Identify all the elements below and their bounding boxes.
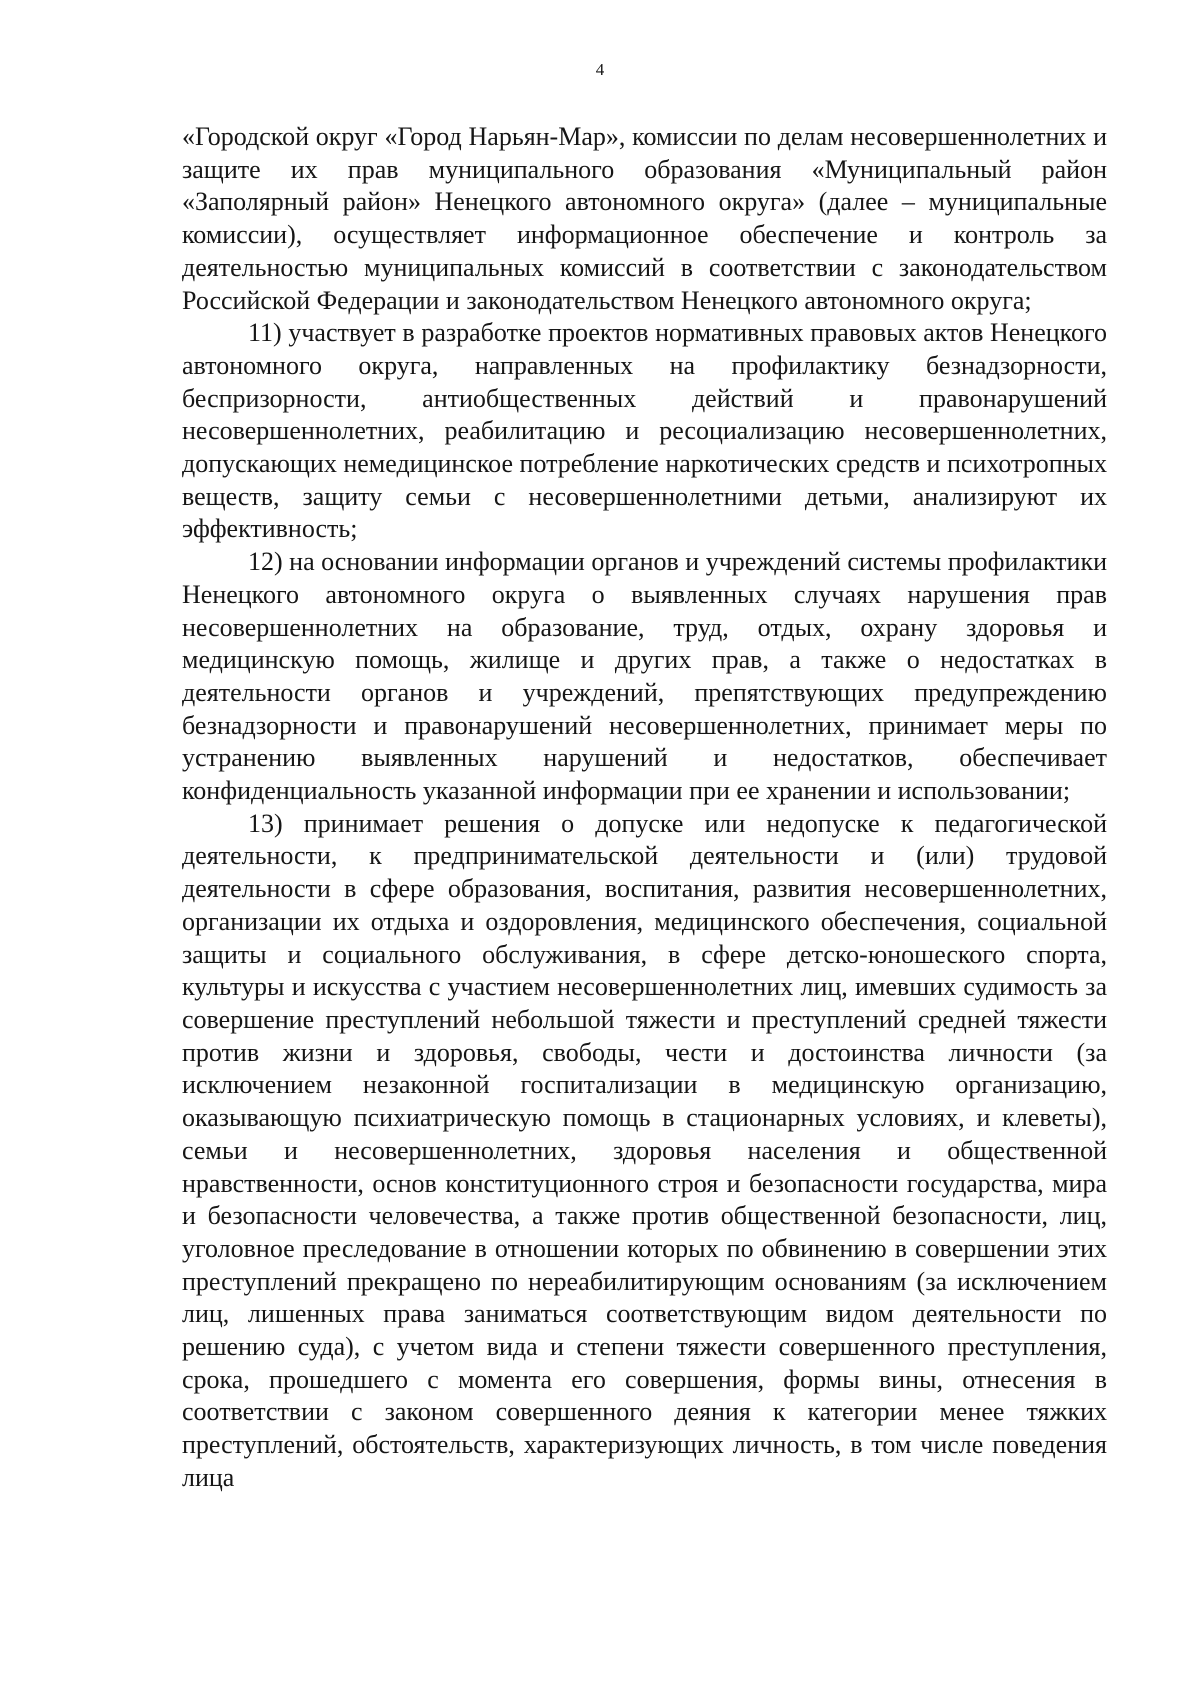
document-body (182, 121, 1107, 1495)
paragraph-item-13: 13) принимает решения о допуске или недопуске к педагогической деятельности, к предпринимательской деятельности и (или) трудовой деятельности в сфере образования, воспитания, развития несовершеннолетних, организации их отдыха и оздоровления, медицинского обеспечения, социальной защиты и социального обслуживания, в сфере детско-юношеского спорта, культуры и искусства с участием несовершеннолетних лиц, имевших судимость за совершение преступлений небольшой тяжести и преступлений средней тяжести против жизни и здоровья, свободы, чести и достоинства личности (за исключением незаконной госпитализации в медицинскую организацию, оказывающую психиатрическую помощь в стационарных условиях, и клеветы), семьи и несовершеннолетних, здоровья населения и общественной нравственности, основ конституционного строя и безопасности государства, мира и безопасности человечества, а также против общественной безопасности, лиц, уголовное преследование в отношении которых по обвинению в совершении этих преступлений прекращено по нереабилитирующим основаниям (за исключением лиц, лишенных права заниматься соответствующим видом деятельности по решению суда), с учетом вида и степени тяжести совершенного преступления, срока, прошедшего с момента его совершения, формы вины, отнесения в соответствии с законом совершенного деяния к категории менее тяжких преступлений, обстоятельств, характеризующих личность, в том числе поведения лица (182, 808, 1107, 1492)
paragraph-continuation: «Городской округ «Город Нарьян-Мар», комиссии по делам несовершеннолетних и защите их прав муниципального образования «Муниципальный район «Заполярный район» Ненецкого автономного округа» (далее – муниципальные комиссии), осуществляет информационное обеспечение и контроль за деятельностью муниципальных комиссий в соответствии с законодательством Российской Федерации и законодательством Ненецкого автономного округа; (182, 122, 1107, 315)
paragraph-item-12: 12) на основании информации органов и учреждений системы профилактики Ненецкого автономного округа о выявленных случаях нарушения прав несовершеннолетних на образование, труд, отдых, охрану здоровья и медицинскую помощь, жилище и других прав, а также о недостатках в деятельности органов и учреждений, препятствующих предупреждению безнадзорности и правонарушений несовершеннолетних, принимает меры по устранению выявленных нарушений и недостатков, обеспечивает конфиденциальность указанной информации при ее хранении и использовании; (182, 547, 1107, 806)
page-number: 4 (595, 60, 605, 79)
paragraph-item-11: 11) участвует в разработке проектов нормативных правовых актов Ненецкого автономного округа, направленных на профилактику безнадзорности, беспризорности, антиобщественных действий и правонарушений несовершеннолетних, реабилитацию и ресоциализацию несовершеннолетних, допускающих немедицинское потребление наркотических средств и психотропных веществ, защиту семьи с несовершеннолетними детьми, анализируют их эффективность; (182, 318, 1107, 544)
